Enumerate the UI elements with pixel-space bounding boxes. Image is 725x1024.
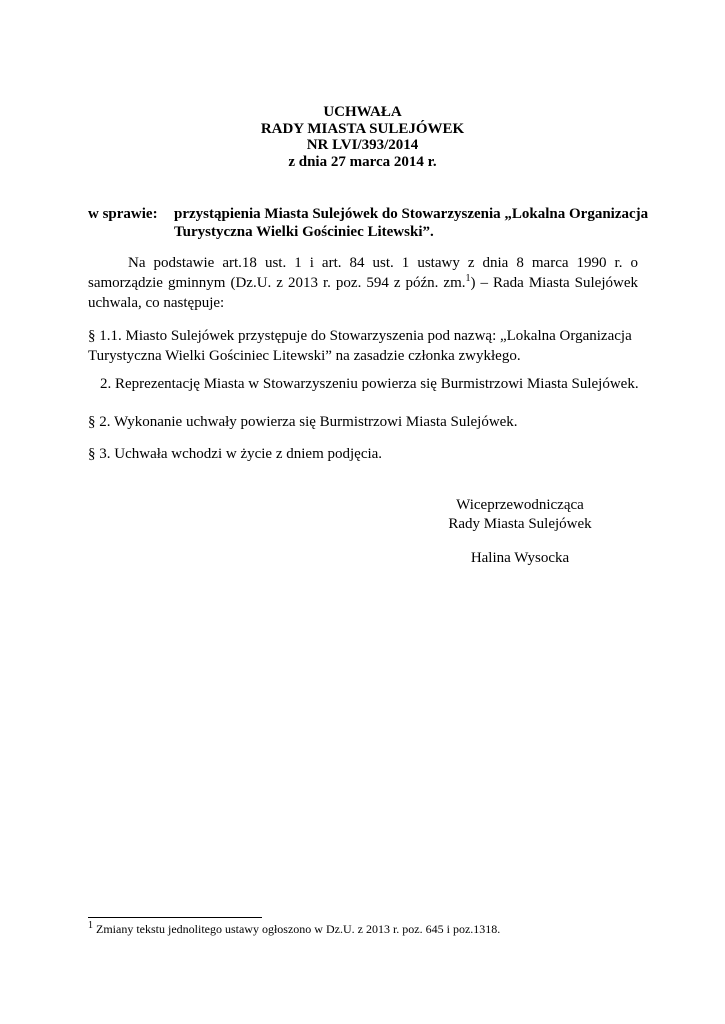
legal-basis-text: Na podstawie art.18 ust. 1 i art. 84 ust. 1 ustawy z dnia 8 marca 1990 r. o samorządzie gminnym (Dz.U. z 2013 r. poz. 594 z późn. zm. xyxy=(88,255,638,291)
header-council: RADY MIASTA SULEJÓWEK xyxy=(260,120,465,137)
paragraph-1-2: 2. Reprezentację Miasta w Stowarzyszeniu powierza się Burmistrzowi Miasta Sulejówek. xyxy=(100,376,639,392)
signature-name: Halina Wysocka xyxy=(470,550,570,566)
legal-basis-text-end: ) – Rada Miasta Sulejówek uchwala, co następuje: xyxy=(88,275,639,311)
header-title: UCHWAŁA xyxy=(323,104,402,120)
paragraph-2: § 2. Wykonanie uchwały powierza się Burmistrzowi Miasta Sulejówek. xyxy=(88,414,518,430)
subject-label: w sprawie: xyxy=(88,206,158,222)
signature-block xyxy=(420,496,620,568)
signature-title: Wiceprzewodnicząca xyxy=(456,497,584,513)
paragraph-3: § 3. Uchwała wchodzi w życie z dniem podjęcia. xyxy=(88,446,383,462)
header-number: NR LVI/393/2014 xyxy=(306,137,419,153)
footnote xyxy=(88,922,648,936)
legal-basis xyxy=(88,253,638,313)
footnote-reference: 1 xyxy=(465,273,471,284)
signature-body: Rady Miasta Sulejówek xyxy=(448,516,592,532)
footnote-text: Zmiany tekstu jednolitego ustawy ogłoszono w Dz.U. z 2013 r. poz. 645 i poz.1318. xyxy=(93,922,501,936)
footnote-divider xyxy=(88,917,262,918)
header-date: z dnia 27 marca 2014 r. xyxy=(288,153,437,170)
subject-text: przystąpienia Miasta Sulejówek do Stowarzyszenia „Lokalna Organizacja Turystyczna Wielki Gościniec Litewski”. xyxy=(174,206,649,240)
footnote-number: 1 xyxy=(88,920,93,931)
paragraph-1-1: § 1.1. Miasto Sulejówek przystępuje do Stowarzyszenia pod nazwą: „Lokalna Organizacja Turystyczna Wielki Gościniec Litewski” na zasadzie członka zwykłego. xyxy=(88,328,632,364)
resolution-header xyxy=(0,104,725,170)
